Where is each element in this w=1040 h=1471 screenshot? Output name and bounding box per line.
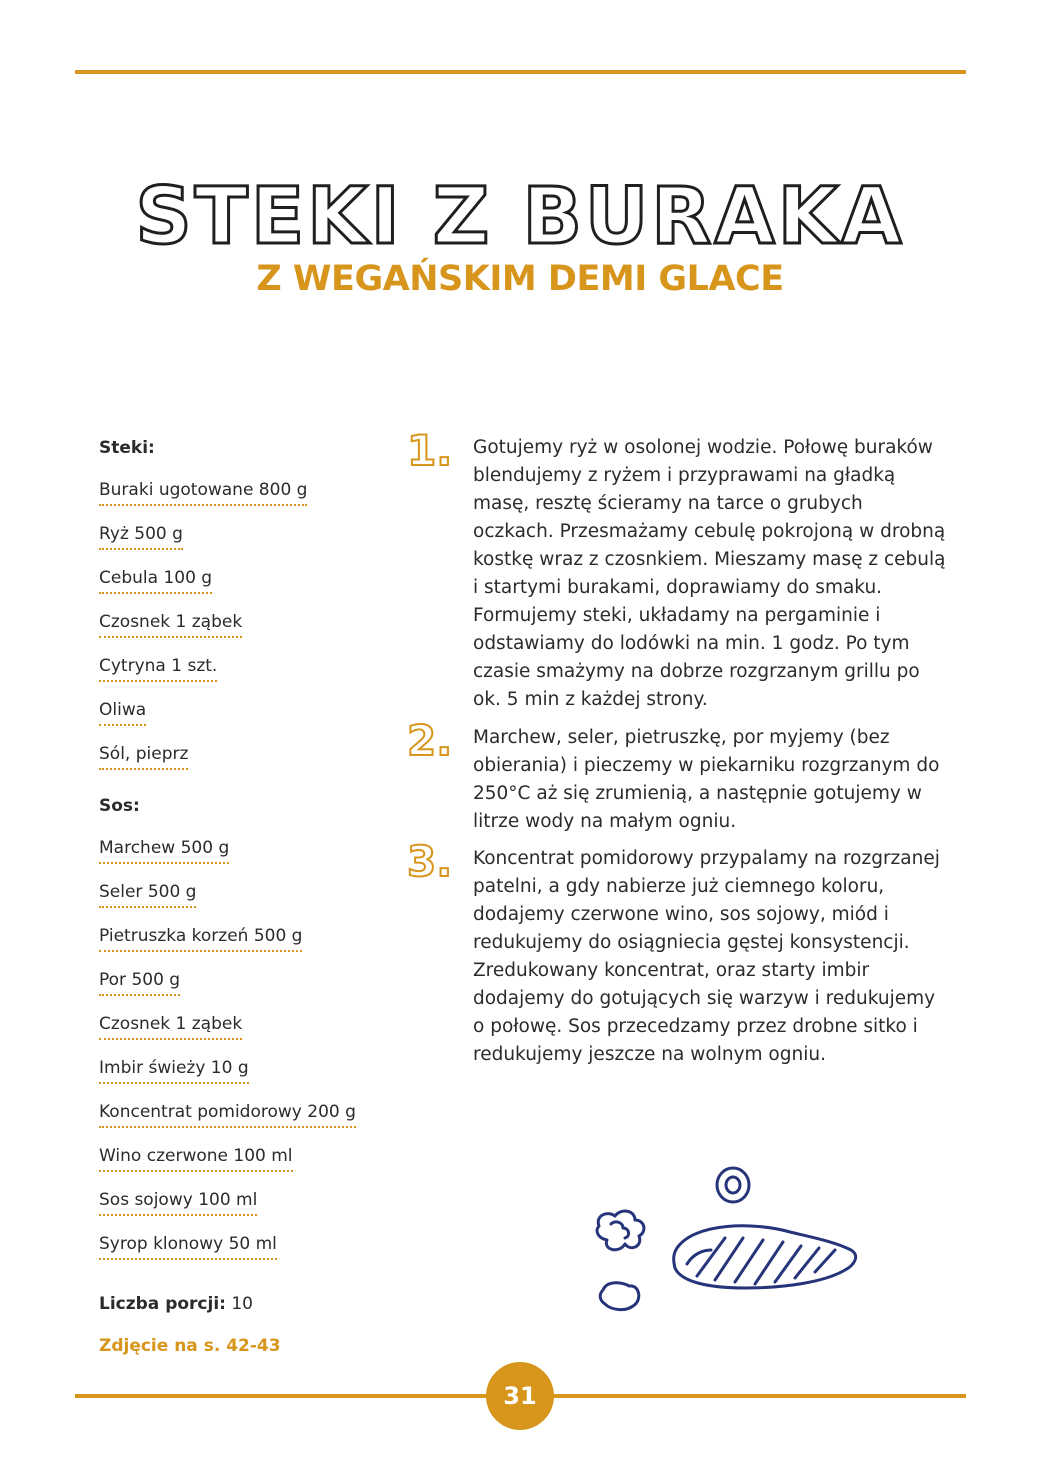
portions-value: 10 bbox=[231, 1294, 253, 1314]
ingredient-item: Cebula 100 g bbox=[99, 566, 212, 594]
ingredient-item: Cytryna 1 szt. bbox=[99, 654, 217, 682]
step-text-1: Gotujemy ryż w osolonej wodzie. Połowę buraków blendujemy z ryżem i przyprawami na gładką masę, resztę ścieramy na tarce o grubych oczkach. Przesmażamy cebulę pokrojoną w drobną kostkę wraz z czosnkiem. Mieszamy masę z cebulą i startymi burakami, doprawiamy do smaku. Formujemy steki, układamy na pergaminie i odstawiamy do lodówki na min. 1 godz. Po tym czasie smażymy na dobrze rozgrzanym grillu po ok. 5 min z każdej strony. bbox=[473, 437, 946, 710]
recipe-subtitle: Z WEGAŃSKIM DEMI GLACE bbox=[256, 259, 784, 299]
step-text-3: Koncentrat pomidorowy przypalamy na rozgrzanej patelni, a gdy nabierze już ciemnego koloru, dodajemy czerwone wino, sos sojowy, miód i redukujemy do osiągniecia gęstej konsystencji. Zredukowany koncentrat, oraz starty imbir dodajemy do gotujących się warzyw i redukujemy o połowę. Sos przecedzamy przez drobne sitko i redukujemy jeszcze na wolnym ogniu. bbox=[473, 848, 940, 1065]
ingredient-item: Wino czerwone 100 ml bbox=[99, 1144, 293, 1172]
ingredient-item: Pietruszka korzeń 500 g bbox=[99, 924, 302, 952]
recipe-title: STEKI Z BURAKA bbox=[135, 172, 905, 262]
ingredient-item: Buraki ugotowane 800 g bbox=[99, 478, 307, 506]
top-rule bbox=[75, 70, 966, 74]
step-number-2: 2. bbox=[407, 716, 453, 765]
ingredient-item: Seler 500 g bbox=[99, 880, 196, 908]
ingredient-item: Czosnek 1 ząbek bbox=[99, 610, 242, 638]
ingredients-list bbox=[99, 436, 399, 1276]
step-number-3: 3. bbox=[407, 837, 453, 886]
ingredient-item: Marchew 500 g bbox=[99, 836, 229, 864]
ingredient-item: Imbir świeży 10 g bbox=[99, 1056, 249, 1084]
portions bbox=[99, 1294, 253, 1314]
ingredient-item: Syrop klonowy 50 ml bbox=[99, 1232, 277, 1260]
step-text-2: Marchew, seler, pietruszkę, por myjemy (bez obierania) i pieczemy w piekarniku rozgrzanym do 250°C aż się zrumienią, a następnie gotujemy w litrze wody na małym ogniu. bbox=[473, 727, 940, 832]
photo-reference: Zdjęcie na s. 42-43 bbox=[99, 1336, 281, 1356]
steki-heading: Steki: bbox=[99, 438, 155, 458]
portions-label: Liczba porcji: bbox=[99, 1294, 226, 1314]
ingredient-item: Oliwa bbox=[99, 698, 146, 726]
ingredient-item: Czosnek 1 ząbek bbox=[99, 1012, 242, 1040]
ingredient-item: Sos sojowy 100 ml bbox=[99, 1188, 257, 1216]
ingredient-item: Por 500 g bbox=[99, 968, 180, 996]
page-number-badge: 31 bbox=[486, 1362, 554, 1430]
ingredient-item: Sól, pieprz bbox=[99, 742, 188, 770]
beet-steak-doodle-icon bbox=[585, 1158, 875, 1328]
ingredient-item: Ryż 500 g bbox=[99, 522, 183, 550]
sos-heading: Sos: bbox=[99, 796, 140, 816]
step-number-1: 1. bbox=[407, 426, 453, 475]
ingredient-item: Koncentrat pomidorowy 200 g bbox=[99, 1100, 356, 1128]
